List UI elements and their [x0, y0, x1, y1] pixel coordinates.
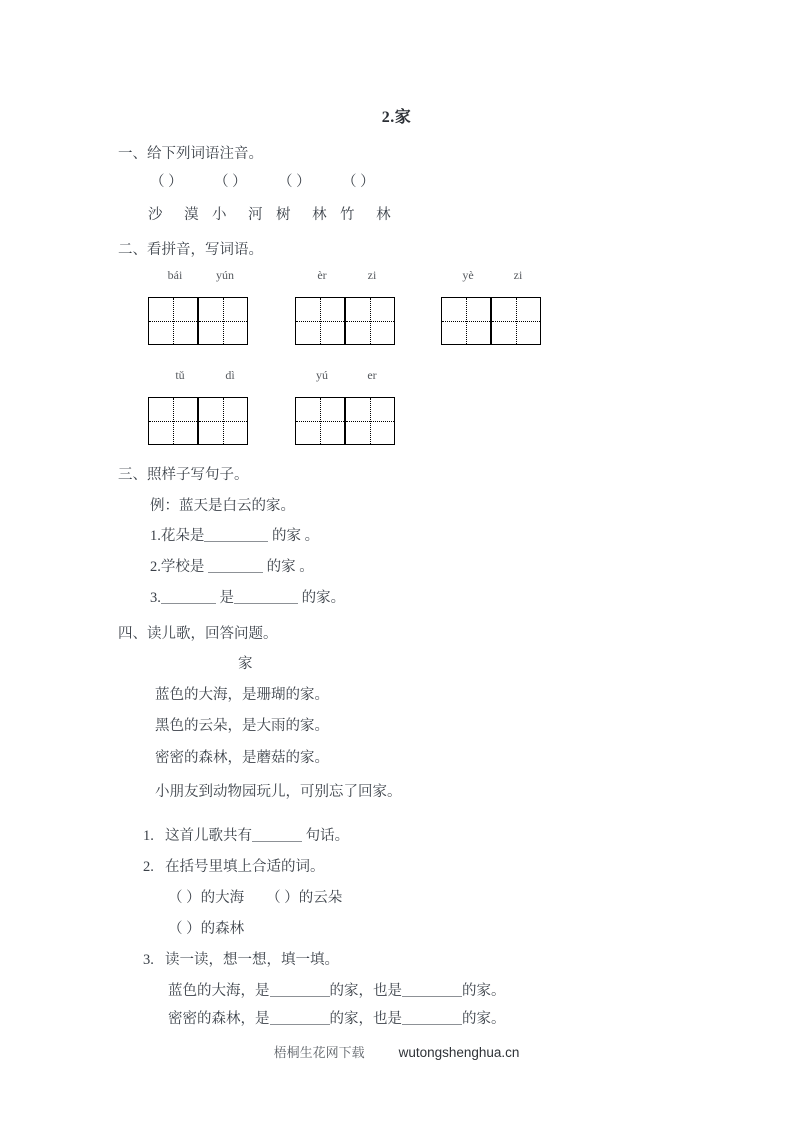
pinyin-syllable: tǔ: [175, 368, 185, 382]
section-4-heading: 四、读儿歌，回答问题。: [118, 626, 278, 642]
pinyin-label-group: [297, 268, 397, 283]
q3-fill-line-1: [168, 979, 506, 1000]
line-text-end: 的家。: [462, 983, 506, 999]
example-sentence: 例：蓝天是白云的家。: [150, 498, 295, 514]
pinyin-syllable: zi: [513, 268, 523, 282]
question-number: 1.: [143, 828, 154, 844]
answer-blank[interactable]: [161, 603, 216, 604]
answer-paren[interactable]: （ ）: [266, 890, 299, 906]
pinyin-label-group: [150, 268, 250, 283]
grid-cell[interactable]: [198, 397, 248, 445]
answer-blank[interactable]: [402, 1024, 462, 1025]
line-text-start: 密密的森林，是: [168, 1011, 270, 1027]
line-text-mid: 的家，也是: [329, 1011, 402, 1027]
poem-title: 家: [238, 656, 253, 672]
q2-blank-line-1: [168, 886, 342, 907]
item-text-mid: 是: [215, 590, 234, 606]
question-2: [143, 855, 325, 876]
line-text-start: 蓝色的大海，是: [168, 983, 270, 999]
question-number: 3.: [143, 952, 154, 968]
item-text-after: 的家 。: [263, 559, 314, 575]
question-3: [143, 948, 339, 969]
sentence-item-2: [150, 555, 314, 576]
page-title: 2.家: [381, 109, 412, 126]
footer-site-name-cn: 梧桐生花网下载: [273, 1045, 365, 1060]
grid-cell[interactable]: [148, 297, 198, 345]
footer: [0, 1042, 793, 1062]
pinyin-label-group: [443, 268, 543, 283]
writing-grid[interactable]: [295, 397, 395, 445]
vocab-word: 沙 漠: [148, 207, 208, 223]
answer-paren[interactable]: （ ）: [278, 174, 311, 190]
line-text-mid: 的家，也是: [329, 983, 402, 999]
sentence-item-3: [150, 586, 345, 607]
vocab-word: 树 林: [276, 207, 336, 223]
answer-blank[interactable]: [402, 996, 462, 997]
answer-blank[interactable]: [252, 841, 302, 842]
pinyin-syllable: yú: [316, 368, 328, 382]
pinyin-syllable: yún: [216, 268, 234, 282]
answer-blank[interactable]: [204, 541, 268, 542]
pinyin-label-group: [155, 368, 255, 383]
paren-word: 的森林: [200, 921, 245, 937]
item-text-after: 的家。: [298, 590, 346, 606]
pinyin-syllable: zi: [367, 268, 377, 282]
writing-grid[interactable]: [148, 297, 248, 345]
pinyin-label-group: [297, 368, 397, 383]
pinyin-syllable: er: [367, 368, 377, 382]
item-text-after: 的家 。: [268, 528, 320, 544]
poem-line: 蓝色的大海，是珊瑚的家。: [155, 687, 329, 703]
answer-blank[interactable]: [270, 996, 330, 997]
section-1-paren-row: [150, 170, 406, 191]
pinyin-syllable: yè: [462, 268, 474, 282]
item-number: 1.: [150, 528, 161, 544]
grid-cell[interactable]: [198, 297, 248, 345]
pinyin-syllable: dì: [225, 368, 235, 382]
item-text-before: 花朵是: [160, 528, 205, 544]
question-text: 读一读，想一想，填一填。: [165, 952, 339, 968]
answer-blank[interactable]: [208, 572, 263, 573]
vocab-word: 小 河: [212, 207, 272, 223]
section-2-heading: 二、看拼音，写词语。: [118, 242, 263, 258]
answer-blank[interactable]: [234, 603, 298, 604]
answer-paren[interactable]: （ ）: [150, 174, 183, 190]
answer-paren[interactable]: （ ）: [168, 921, 201, 937]
answer-paren[interactable]: （ ）: [168, 890, 201, 906]
grid-cell[interactable]: [345, 397, 395, 445]
pinyin-syllable: bái: [167, 268, 183, 282]
section-3-heading: 三、照样子写句子。: [118, 467, 249, 483]
item-number: 3.: [150, 590, 161, 606]
sentence-item-1: [150, 524, 319, 545]
answer-paren[interactable]: （ ）: [214, 174, 247, 190]
grid-cell[interactable]: [148, 397, 198, 445]
answer-paren[interactable]: （ ）: [342, 174, 375, 190]
writing-grid[interactable]: [295, 297, 395, 345]
q3-fill-line-2: [168, 1007, 506, 1028]
grid-cell[interactable]: [295, 397, 345, 445]
pinyin-syllable: èr: [317, 268, 327, 282]
paren-word: 的云朵: [298, 890, 343, 906]
question-1: [143, 824, 349, 845]
question-text: 在括号里填上合适的词。: [165, 859, 325, 875]
question-number: 2.: [143, 859, 154, 875]
grid-cell[interactable]: [491, 297, 541, 345]
section-1-heading: 一、给下列词语注音。: [118, 146, 263, 162]
q2-blank-line-2: [168, 917, 244, 938]
grid-cell[interactable]: [295, 297, 345, 345]
question-text-before: 这首儿歌共有: [165, 828, 252, 844]
writing-grid[interactable]: [148, 397, 248, 445]
writing-grid[interactable]: [441, 297, 541, 345]
line-text-end: 的家。: [462, 1011, 506, 1027]
question-text-after: 句话。: [302, 828, 350, 844]
grid-cell[interactable]: [441, 297, 491, 345]
poem-line: 小朋友到动物园玩儿，可别忘了回家。: [155, 784, 402, 800]
answer-blank[interactable]: [270, 1024, 330, 1025]
item-number: 2.: [150, 559, 161, 575]
grid-cell[interactable]: [345, 297, 395, 345]
item-text-before: 学校是: [160, 559, 208, 575]
paren-word: 的大海: [200, 890, 245, 906]
poem-line: 密密的森林，是蘑菇的家。: [155, 750, 329, 766]
section-1-word-row: [148, 203, 404, 224]
footer-site-url: wutongshenghua.cn: [398, 1045, 520, 1060]
vocab-word: 竹 林: [340, 207, 400, 223]
poem-line: 黑色的云朵，是大雨的家。: [155, 718, 329, 734]
